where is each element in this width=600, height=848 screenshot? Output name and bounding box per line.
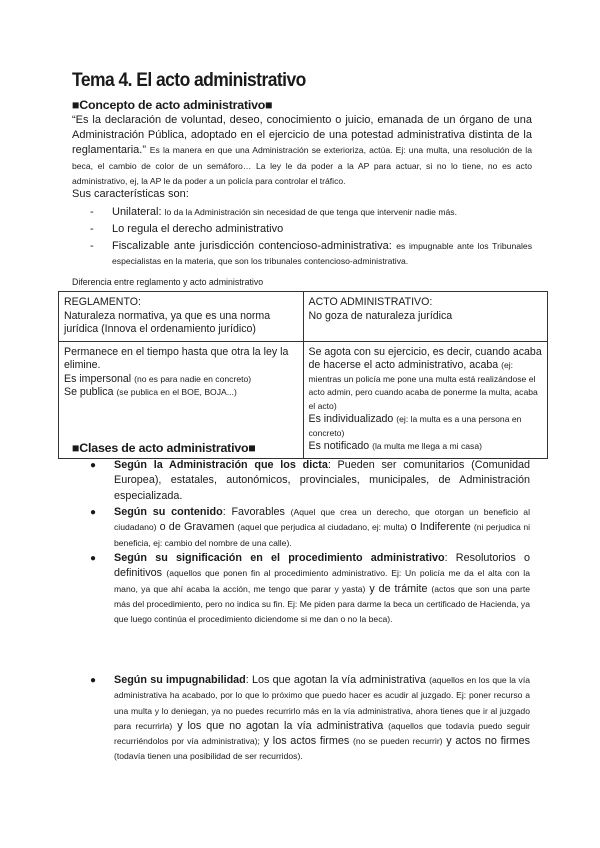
page-title: Tema 4. El acto administrativo [72,70,306,91]
item-note: (aquellos en los que la vía administrativa ha acabado, por lo que lo próximo que puedo hacer es acudir al juzgado. Ej: poner recurso a una multa y lo deniegan, ya no puedes recurrirlo más en la vía administrativa, ahora tienes que ir al juzgado para recurrirla) [114,675,530,731]
item-text: y de trámite [369,582,428,595]
list-item: - Lo regula el derecho administrativo [90,223,284,235]
characteristic-main: Lo regula el derecho administrativo [112,223,284,235]
table-row [59,292,548,342]
item-text: : Los que agotan la vía administrativa [245,674,426,686]
item-text: o Indiferente [410,521,471,534]
characteristics-label: Sus características son: [72,188,189,200]
cell-note: (ej: mientras un policía me pone una multa está realizándose el acto admin, pero cuando acaba de ponerme la multa, acaba el acto) [308,360,538,411]
list-item: - Fiscalizable ante jurisdicción contencioso-administrativa: es impugnable ante los Tribunales especialistas en la materia, que son los tribunales contencioso-administrativa. [90,240,532,266]
list-item [90,673,530,765]
item-heading: Según la Administración que los dicta [114,459,328,471]
cell-note: (la multa me llega a mi casa) [372,441,482,451]
list-item [90,505,530,551]
characteristic-note: es impugnable ante los Tribunales especialistas en la materia, que son los tribunales contencioso-administrativa. [112,241,532,266]
item-heading: Según su significación en el procedimiento administrativo [114,552,445,564]
definition-paragraph [72,113,532,189]
bullet-icon: ● [90,460,97,471]
comparison-table [58,291,548,459]
cell-text: Es notificado [308,440,370,452]
item-text: y los actos firmes [263,735,350,748]
item-note: (Aquel que crea un derecho, que otorgan un beneficio al ciudadano) [114,507,530,533]
cell-text: Es individualizado [308,413,394,425]
table-cell-acto [303,292,548,342]
cell-note: (se publica en el BOE, BOJA...) [116,387,237,397]
cell-note: (ej: la multa es a una persona en concreto) [308,414,522,438]
cell-text: Es impersonal [64,372,132,385]
bullet-icon: ● [90,675,97,686]
section-heading-clases: ■Clases de acto administrativo■ [72,441,256,455]
table-caption: Diferencia entre reglamento y acto administrativo [72,277,264,287]
item-text: : Resolutorios o definitivos [114,552,531,580]
bullet-icon: ● [90,553,97,564]
section-heading-concepto: ■Concepto de acto administrativo■ [72,98,273,112]
cell-heading: REGLAMENTO: [64,296,141,308]
cell-text: Naturaleza normativa, ya que es una norma jurídica (Innova el ordenamiento jurídico) [64,309,271,335]
item-note: (actos que son una parte más del procedimiento, pero no indica su fin. Ej: Me piden para darme la beca un certificado de Hacienda, ya que luego continúa el procedimiento diciendome si me dan o no la beca). [114,583,531,625]
item-heading: Según su contenido [114,506,223,518]
cell-text: No goza de naturaleza jurídica [308,309,453,322]
characteristic-main: Fiscalizable ante jurisdicción contencioso-administrativa: [112,240,392,252]
cell-text: Se agota con su ejercicio, es decir, cuando acaba de hacerse el acto administrativo, acaba [308,345,542,371]
definition-text: “Es la declaración de voluntad, deseo, conocimiento o juicio, emanada de un órgano de una Administración Pública, adoptado en el ejercicio de una potestad administrativa distinta de la reglamentaria.” [72,114,532,157]
item-text: : Pueden ser comunitarios (Comunidad Europea), estatales, autonómicos, provinciales, municipales, de Administración especializada. [114,459,530,502]
item-note: (no se pueden recurrir) [352,736,443,747]
item-note: (todavía tienen una posibilidad de ser recurridos). [114,751,303,762]
item-text: y los que no agotan la vía administrativa [177,719,384,732]
list-item [90,551,530,627]
table-cell-acto-traits [303,341,548,458]
characteristic-main: Unilateral: [112,206,162,218]
list-item: - Unilateral: lo da la Administración sin necesidad de que tenga que intervenir nadie más. [90,206,457,218]
item-note: (aquel que perjudica al ciudadano, ej: multa) [237,522,408,533]
item-text: : Favorables [222,506,285,518]
item-heading: Según su impugnabilidad [114,674,246,686]
item-note: (aquellos que ponen fin al procedimiento administrativo. Ej: Un policía me da el alta con la mano, ya que ahí acaba la acción, me tengo que parar y yasta) [114,568,530,594]
characteristic-note: lo da la Administración sin necesidad de que tenga que intervenir nadie más. [164,207,457,217]
cell-heading: ACTO ADMINISTRATIVO: [308,296,433,308]
cell-note: (no es para nadie en concreto) [134,373,252,384]
cell-text: Se publica [64,386,114,398]
table-cell-reglamento [59,292,304,342]
definition-note: Es la manera en que una Administración se exterioriza, actúa. Ej: una multa, una resolución de la beca, el cambio de color de un semáforo… La ley le da poder a la AP para actuar, si no lo tiene, no es acto administrativo, ej, la AP le da poder a un policía para controlar el tráfico. [72,145,532,186]
item-text: o de Gravamen [159,521,235,534]
item-note: (aquellos que todavía puedo seguir recurriéndolos por vía administrativa); [114,720,531,747]
bullet-icon: ● [90,507,97,518]
cell-text: Permanece en el tiempo hasta que otra la ley la elimine. [64,345,289,371]
list-item [90,458,530,504]
item-note: (ni perjudica ni beneficia, ej: cambio del nombre de una calle). [114,522,531,548]
item-text: y actos no firmes [446,735,531,748]
